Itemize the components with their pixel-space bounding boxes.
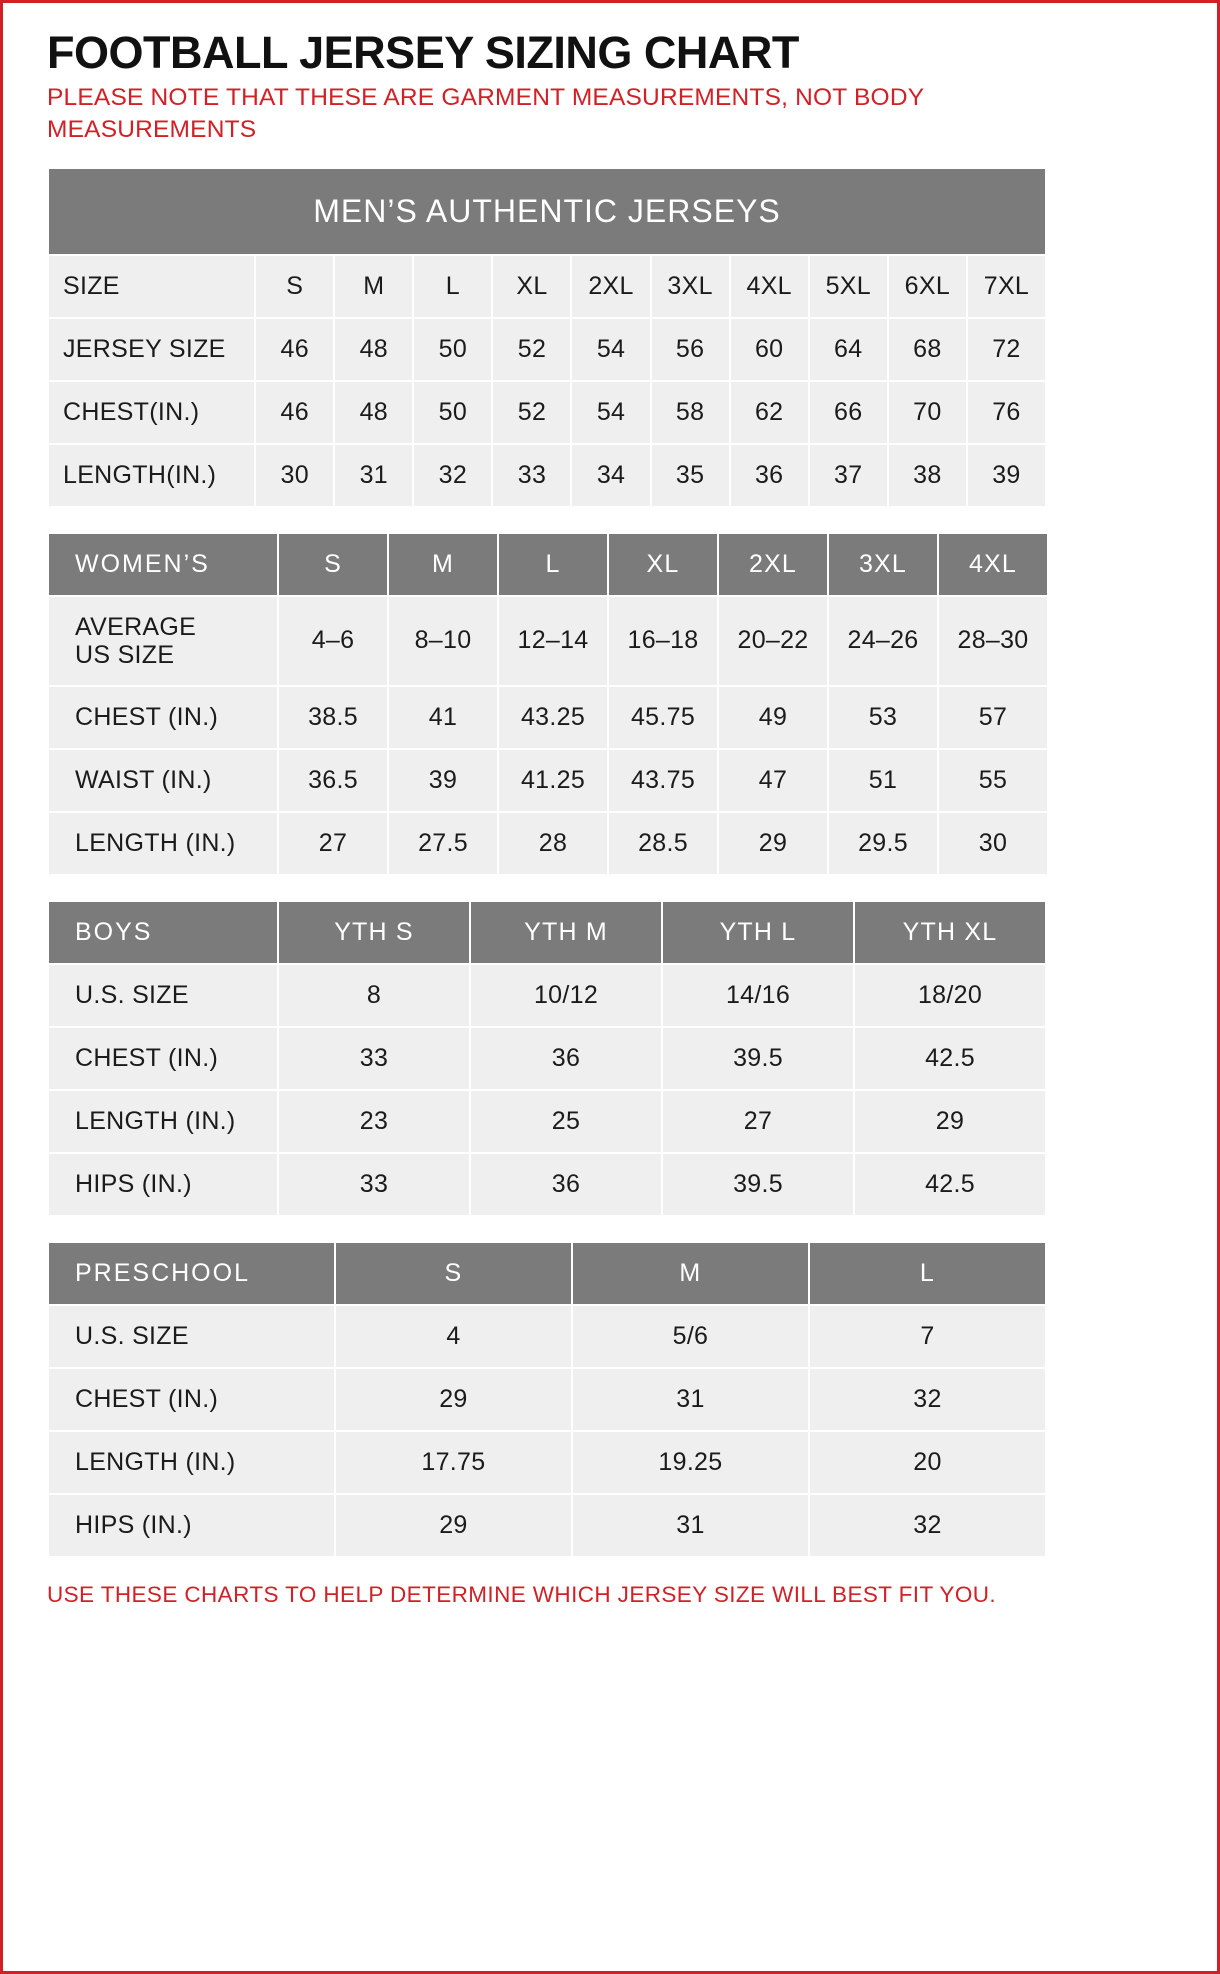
mens-size-5xl: 5XL xyxy=(809,255,888,318)
table-cell: 29 xyxy=(335,1494,572,1557)
table-cell: 62 xyxy=(730,381,809,444)
table-cell: 42.5 xyxy=(854,1027,1046,1090)
table-cell: 10/12 xyxy=(470,964,662,1027)
mens-size-3xl: 3XL xyxy=(651,255,730,318)
table-cell: 7 xyxy=(809,1305,1046,1368)
womens-size-2xl: 2XL xyxy=(718,533,828,596)
boys-size-yth-l: YTH L xyxy=(662,901,854,964)
table-cell: 32 xyxy=(809,1494,1046,1557)
table-cell: 28.5 xyxy=(608,812,718,875)
table-cell: 36 xyxy=(470,1027,662,1090)
table-row xyxy=(48,812,1048,875)
table-cell: 33 xyxy=(278,1027,470,1090)
womens-row-label-line2: US SIZE xyxy=(75,640,175,669)
table-cell: 31 xyxy=(572,1368,809,1431)
table-row xyxy=(48,1368,1046,1431)
table-cell: 23 xyxy=(278,1090,470,1153)
table-cell: 48 xyxy=(334,381,413,444)
table-cell: 57 xyxy=(938,686,1048,749)
preschool-row-label: U.S. SIZE xyxy=(48,1305,335,1368)
table-cell: 39.5 xyxy=(662,1027,854,1090)
table-row xyxy=(48,1242,1046,1305)
preschool-row-label: HIPS (IN.) xyxy=(48,1494,335,1557)
table-cell: 39.5 xyxy=(662,1153,854,1216)
table-cell: 20 xyxy=(809,1431,1046,1494)
table-row xyxy=(48,686,1048,749)
table-cell: 41.25 xyxy=(498,749,608,812)
mens-row-label: CHEST(IN.) xyxy=(48,381,255,444)
table-cell: 52 xyxy=(492,381,571,444)
table-row xyxy=(48,381,1046,444)
table-cell: 4–6 xyxy=(278,596,388,686)
preschool-header-label: PRESCHOOL xyxy=(48,1242,335,1305)
table-row xyxy=(48,533,1048,596)
measurement-note: PLEASE NOTE THAT THESE ARE GARMENT MEASUREMENTS, NOT BODY MEASUREMENTS xyxy=(47,84,924,143)
table-row xyxy=(48,596,1048,686)
table-cell: 31 xyxy=(572,1494,809,1557)
table-cell: 54 xyxy=(571,318,650,381)
womens-row-label xyxy=(48,596,278,686)
womens-size-4xl: 4XL xyxy=(938,533,1048,596)
mens-row-label: LENGTH(IN.) xyxy=(48,444,255,507)
preschool-sizing-table xyxy=(47,1241,1047,1558)
preschool-row-label: LENGTH (IN.) xyxy=(48,1431,335,1494)
table-row xyxy=(48,901,1046,964)
table-row xyxy=(48,1027,1046,1090)
table-cell: 49 xyxy=(718,686,828,749)
table-cell: 27.5 xyxy=(388,812,498,875)
table-cell: 41 xyxy=(388,686,498,749)
table-cell: 56 xyxy=(651,318,730,381)
table-cell: 38 xyxy=(888,444,967,507)
footer-note: USE THESE CHARTS TO HELP DETERMINE WHICH JERSEY SIZE WILL BEST FIT YOU. xyxy=(47,1581,997,1607)
womens-size-xl: XL xyxy=(608,533,718,596)
boys-size-yth-xl: YTH XL xyxy=(854,901,1046,964)
table-cell: 14/16 xyxy=(662,964,854,1027)
table-row xyxy=(48,168,1046,255)
table-cell: 12–14 xyxy=(498,596,608,686)
table-cell: 70 xyxy=(888,381,967,444)
table-cell: 46 xyxy=(255,318,334,381)
table-cell: 25 xyxy=(470,1090,662,1153)
table-cell: 39 xyxy=(967,444,1046,507)
womens-row-label-line1: AVERAGE xyxy=(75,612,197,641)
table-cell: 29 xyxy=(854,1090,1046,1153)
mens-size-l: L xyxy=(413,255,492,318)
table-cell: 8 xyxy=(278,964,470,1027)
boys-header-label: BOYS xyxy=(48,901,278,964)
table-cell: 36 xyxy=(730,444,809,507)
table-cell: 52 xyxy=(492,318,571,381)
page-title: FOOTBALL JERSEY SIZING CHART xyxy=(47,27,799,78)
table-cell: 43.75 xyxy=(608,749,718,812)
table-cell: 47 xyxy=(718,749,828,812)
table-cell: 58 xyxy=(651,381,730,444)
boys-size-yth-s: YTH S xyxy=(278,901,470,964)
mens-size-label: SIZE xyxy=(48,255,255,318)
mens-banner: MEN’S AUTHENTIC JERSEYS xyxy=(48,168,1046,255)
table-cell: 51 xyxy=(828,749,938,812)
table-cell: 55 xyxy=(938,749,1048,812)
table-cell: 37 xyxy=(809,444,888,507)
table-cell: 66 xyxy=(809,381,888,444)
mens-size-2xl: 2XL xyxy=(571,255,650,318)
womens-row-label: CHEST (IN.) xyxy=(48,686,278,749)
table-cell: 68 xyxy=(888,318,967,381)
table-cell: 43.25 xyxy=(498,686,608,749)
table-cell: 32 xyxy=(809,1368,1046,1431)
table-cell: 45.75 xyxy=(608,686,718,749)
table-row xyxy=(48,1153,1046,1216)
table-cell: 35 xyxy=(651,444,730,507)
preschool-size-l: L xyxy=(809,1242,1046,1305)
boys-row-label: CHEST (IN.) xyxy=(48,1027,278,1090)
table-cell: 29 xyxy=(718,812,828,875)
table-row xyxy=(48,1090,1046,1153)
table-cell: 46 xyxy=(255,381,334,444)
boys-row-label: HIPS (IN.) xyxy=(48,1153,278,1216)
table-cell: 48 xyxy=(334,318,413,381)
table-cell: 29 xyxy=(335,1368,572,1431)
table-cell: 30 xyxy=(255,444,334,507)
preschool-size-m: M xyxy=(572,1242,809,1305)
womens-size-3xl: 3XL xyxy=(828,533,938,596)
preschool-row-label: CHEST (IN.) xyxy=(48,1368,335,1431)
table-row xyxy=(48,1431,1046,1494)
womens-row-label: LENGTH (IN.) xyxy=(48,812,278,875)
table-cell: 19.25 xyxy=(572,1431,809,1494)
table-cell: 28 xyxy=(498,812,608,875)
mens-size-s: S xyxy=(255,255,334,318)
table-cell: 32 xyxy=(413,444,492,507)
table-cell: 24–26 xyxy=(828,596,938,686)
womens-size-s: S xyxy=(278,533,388,596)
table-cell: 42.5 xyxy=(854,1153,1046,1216)
table-cell: 28–30 xyxy=(938,596,1048,686)
preschool-size-s: S xyxy=(335,1242,572,1305)
table-cell: 29.5 xyxy=(828,812,938,875)
table-cell: 50 xyxy=(413,318,492,381)
table-row xyxy=(48,964,1046,1027)
table-row xyxy=(48,1305,1046,1368)
table-cell: 38.5 xyxy=(278,686,388,749)
table-row xyxy=(48,318,1046,381)
table-cell: 34 xyxy=(571,444,650,507)
womens-size-m: M xyxy=(388,533,498,596)
womens-sizing-table xyxy=(47,532,1049,876)
table-cell: 72 xyxy=(967,318,1046,381)
table-cell: 30 xyxy=(938,812,1048,875)
table-cell: 54 xyxy=(571,381,650,444)
table-row xyxy=(48,444,1046,507)
womens-header-label: WOMEN’S xyxy=(48,533,278,596)
table-cell: 50 xyxy=(413,381,492,444)
table-cell: 64 xyxy=(809,318,888,381)
mens-size-m: M xyxy=(334,255,413,318)
boys-size-yth-m: YTH M xyxy=(470,901,662,964)
womens-row-label: WAIST (IN.) xyxy=(48,749,278,812)
table-cell: 36.5 xyxy=(278,749,388,812)
table-cell: 5/6 xyxy=(572,1305,809,1368)
mens-size-6xl: 6XL xyxy=(888,255,967,318)
table-cell: 33 xyxy=(278,1153,470,1216)
table-row xyxy=(48,749,1048,812)
boys-row-label: U.S. SIZE xyxy=(48,964,278,1027)
mens-sizing-table xyxy=(47,167,1047,508)
table-cell: 31 xyxy=(334,444,413,507)
table-cell: 17.75 xyxy=(335,1431,572,1494)
table-cell: 20–22 xyxy=(718,596,828,686)
table-cell: 16–18 xyxy=(608,596,718,686)
boys-row-label: LENGTH (IN.) xyxy=(48,1090,278,1153)
table-cell: 18/20 xyxy=(854,964,1046,1027)
table-cell: 4 xyxy=(335,1305,572,1368)
table-cell: 27 xyxy=(662,1090,854,1153)
table-cell: 33 xyxy=(492,444,571,507)
mens-size-4xl: 4XL xyxy=(730,255,809,318)
womens-size-l: L xyxy=(498,533,608,596)
mens-size-7xl: 7XL xyxy=(967,255,1046,318)
table-cell: 36 xyxy=(470,1153,662,1216)
mens-row-label: JERSEY SIZE xyxy=(48,318,255,381)
table-cell: 60 xyxy=(730,318,809,381)
boys-sizing-table xyxy=(47,900,1047,1217)
table-cell: 27 xyxy=(278,812,388,875)
table-cell: 8–10 xyxy=(388,596,498,686)
mens-size-xl: XL xyxy=(492,255,571,318)
table-cell: 39 xyxy=(388,749,498,812)
table-row xyxy=(48,255,1046,318)
table-cell: 53 xyxy=(828,686,938,749)
table-row xyxy=(48,1494,1046,1557)
table-cell: 76 xyxy=(967,381,1046,444)
